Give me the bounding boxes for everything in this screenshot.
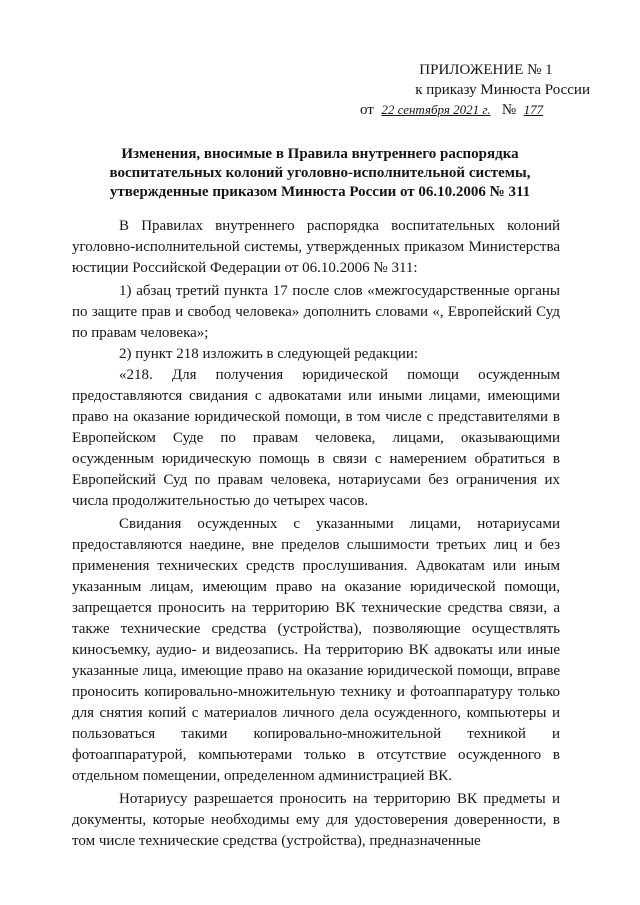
number-prefix: № bbox=[501, 102, 517, 118]
document-body bbox=[72, 216, 560, 852]
appendix-title: ПРИЛОЖЕНИЕ № 1 bbox=[419, 62, 553, 78]
document-heading bbox=[70, 145, 570, 202]
heading-line: утвержденные приказом Минюста России от 06.10.2006 № 311 bbox=[109, 184, 531, 200]
appendix-order-ref: к приказу Минюста России bbox=[415, 82, 590, 98]
heading-line: воспитательных колоний уголовно-исполнительной системы, bbox=[109, 165, 531, 181]
paragraph: В Правилах внутреннего распорядка воспитательных колоний уголовно-исполнительной системы, утвержденных приказом Министерства юстиции Российской Федерации от 06.10.2006 № 311: bbox=[72, 218, 560, 276]
heading-line: Изменения, вносимые в Правила внутреннего распорядка bbox=[121, 146, 519, 162]
paragraph: 2) пункт 218 изложить в следующей редакции: bbox=[119, 346, 419, 362]
appendix-date-line bbox=[360, 100, 590, 120]
appendix-block bbox=[360, 60, 590, 120]
order-number: 177 bbox=[523, 102, 544, 117]
paragraph: Свидания осужденных с указанными лицами, нотариусами предоставляются наедине, вне пределов слышимости третьих лиц и без применения технических средств прослушивания. Адвокатам или иным указанным лицам, имеющим право на оказание юридической помощи, запрещается проносить на территорию ВК технические средства связи, а также технические средства (устройства), позволяющие осуществлять киносъемку, аудио- и видеозапись. На территорию ВК адвокаты или иные указанные лица, имеющие право на оказание юридической помощи, вправе проносить копировально-множительную технику и фотоаппаратуру только для снятия копий с материалов личного дела осужденного, компьютеры и пользоваться такими копировально-множительной техникой и фотоаппаратурой, компьютерами только в отсутствие осужденного в отдельном помещении, определенном администрацией ВК. bbox=[72, 516, 560, 784]
paragraph: Нотариусу разрешается проносить на территорию ВК предметы и документы, которые необходимы ему для удостоверения доверенности, в том числе технические средства (устройства), предназначенные bbox=[72, 791, 560, 849]
date-prefix: от bbox=[360, 102, 374, 118]
paragraph: «218. Для получения юридической помощи осужденным предоставляются свидания с адвокатами или иными лицами, имеющими право на оказание юридической помощи, в том числе с представителями в Европейском Суде по правам человека, лицами, оказывающими осужденным юридическую помощь в связи с намерением обратиться в Европейский Суд по правам человека, нотариусами без ограничения их числа продолжительностью до четырех часов. bbox=[72, 367, 560, 509]
paragraph: 1) абзац третий пункта 17 после слов «межгосударственные органы по защите прав и свобод человека» дополнить словами «, Европейский Суд по правам человека»; bbox=[72, 283, 560, 341]
order-date: 22 сентября 2021 г. bbox=[381, 102, 491, 117]
